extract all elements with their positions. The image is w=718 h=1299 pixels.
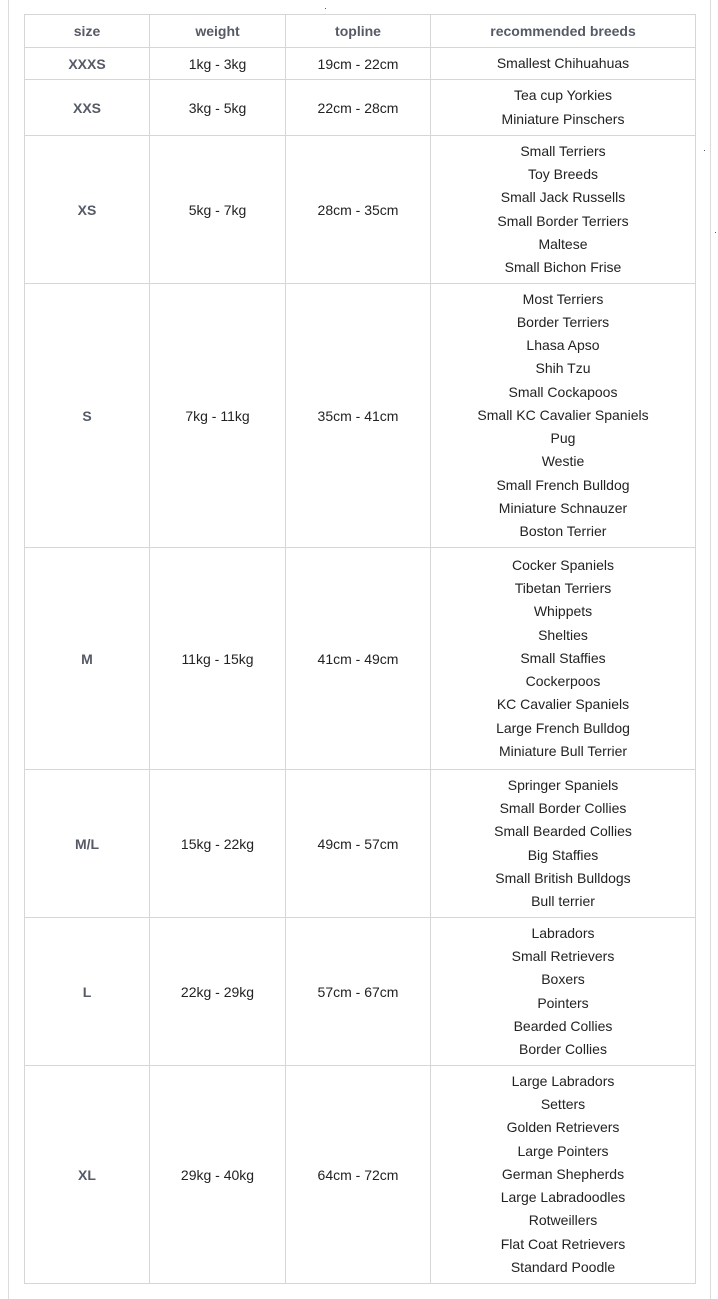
table-bottom-rule	[24, 1283, 695, 1284]
breed-item: Large Labradoodles	[500, 1189, 626, 1206]
weight-cell: 5kg - 7kg	[150, 136, 286, 284]
topline-cell: 19cm - 22cm	[286, 48, 431, 80]
topline-cell: 35cm - 41cm	[286, 284, 431, 548]
breed-item: Border Collies	[519, 1040, 607, 1057]
breed-item: Bearded Collies	[513, 1017, 613, 1034]
weight-cell: 1kg - 3kg	[150, 48, 286, 80]
breeds-cell	[431, 48, 696, 80]
breed-item: Small Terriers	[520, 142, 606, 159]
table-row	[25, 284, 696, 548]
weight-cell: 22kg - 29kg	[150, 918, 286, 1066]
breed-item: Small British Bulldogs	[495, 869, 631, 886]
breed-item: Boxers	[541, 971, 585, 988]
header-weight: weight	[150, 15, 286, 48]
breed-item: Small Bearded Collies	[494, 823, 632, 840]
breed-item: Pointers	[537, 994, 589, 1011]
page-right-border	[710, 0, 711, 1299]
topline-cell: 64cm - 72cm	[286, 1066, 431, 1284]
breed-item: Small Cockapoos	[508, 383, 618, 400]
breed-item: Small KC Cavalier Spaniels	[477, 406, 649, 423]
breed-item: Setters	[540, 1096, 586, 1113]
table-row	[25, 136, 696, 284]
table-row	[25, 770, 696, 918]
breed-item: Most Terriers	[522, 290, 604, 307]
topline-cell: 41cm - 49cm	[286, 548, 431, 770]
breed-item: Small Border Terriers	[497, 212, 629, 229]
breeds-cell	[431, 80, 696, 136]
breed-item: Toy Breeds	[527, 166, 599, 183]
breed-item: Springer Spaniels	[507, 776, 619, 793]
breeds-cell	[431, 136, 696, 284]
breed-item: German Shepherds	[501, 1165, 625, 1182]
breeds-cell	[431, 548, 696, 770]
breed-item: Small Bichon Frise	[504, 258, 622, 275]
breed-item: Miniature Schnauzer	[498, 499, 628, 516]
breed-item: Whippets	[533, 603, 593, 620]
weight-cell: 7kg - 11kg	[150, 284, 286, 548]
topline-cell: 57cm - 67cm	[286, 918, 431, 1066]
weight-cell: 11kg - 15kg	[150, 548, 286, 770]
breed-item: Small Jack Russells	[500, 189, 626, 206]
size-cell: S	[25, 284, 150, 548]
breed-item: Golden Retrievers	[506, 1119, 620, 1136]
breed-item: Tea cup Yorkies	[513, 87, 613, 104]
stray-dot	[704, 150, 705, 151]
size-cell: XXS	[25, 80, 150, 136]
size-cell: L	[25, 918, 150, 1066]
size-cell: XL	[25, 1066, 150, 1284]
breed-item: Labradors	[531, 924, 595, 941]
table-row	[25, 80, 696, 136]
breed-item: Tibetan Terriers	[514, 580, 612, 597]
breed-item: Border Terriers	[516, 314, 610, 331]
breeds-cell	[431, 1066, 696, 1284]
breed-item: Flat Coat Retrievers	[500, 1235, 626, 1252]
breed-item: Small French Bulldog	[496, 476, 630, 493]
breed-item: Shelties	[538, 626, 588, 643]
breed-item: Small Retrievers	[511, 948, 615, 965]
breed-item: Westie	[541, 453, 585, 470]
breed-item: Smallest Chihuahuas	[496, 54, 630, 71]
weight-cell: 15kg - 22kg	[150, 770, 286, 918]
breeds-cell	[431, 284, 696, 548]
topline-cell: 49cm - 57cm	[286, 770, 431, 918]
breeds-cell	[431, 918, 696, 1066]
table-header-row	[25, 15, 696, 48]
breed-item: Cocker Spaniels	[512, 557, 614, 574]
breed-item: Cockerpoos	[525, 673, 601, 690]
weight-cell: 29kg - 40kg	[150, 1066, 286, 1284]
breed-item: Small Staffies	[520, 649, 606, 666]
breed-item: Large Pointers	[517, 1142, 609, 1159]
header-topline: topline	[286, 15, 431, 48]
size-cell: M	[25, 548, 150, 770]
header-recommended-breeds: recommended breeds	[431, 15, 696, 48]
topline-cell: 28cm - 35cm	[286, 136, 431, 284]
table-row	[25, 548, 696, 770]
breed-item: Rotweillers	[528, 1212, 598, 1229]
stray-dot	[715, 232, 716, 233]
size-cell: M/L	[25, 770, 150, 918]
stray-dot	[325, 8, 326, 9]
breed-item: Lhasa Apso	[526, 337, 600, 354]
breed-item: KC Cavalier Spaniels	[496, 696, 630, 713]
table-row	[25, 48, 696, 80]
table-row	[25, 918, 696, 1066]
breed-item: Large French Bulldog	[496, 719, 630, 736]
size-cell: XS	[25, 136, 150, 284]
breed-item: Miniature Pinschers	[501, 110, 625, 127]
breed-item: Maltese	[538, 235, 588, 252]
breed-item: Bull terrier	[531, 892, 595, 909]
breed-item: Big Staffies	[527, 846, 599, 863]
weight-cell: 3kg - 5kg	[150, 80, 286, 136]
table-row	[25, 1066, 696, 1284]
breed-item: Small Border Collies	[499, 800, 627, 817]
breed-item: Standard Poodle	[510, 1258, 616, 1275]
breed-item: Boston Terrier	[519, 522, 607, 539]
breeds-cell	[431, 770, 696, 918]
breed-item: Shih Tzu	[535, 360, 591, 377]
size-chart-table	[24, 14, 696, 1284]
topline-cell: 22cm - 28cm	[286, 80, 431, 136]
header-size: size	[25, 15, 150, 48]
breed-item: Large Labradors	[511, 1073, 615, 1090]
breed-item: Pug	[550, 430, 576, 447]
size-cell: XXXS	[25, 48, 150, 80]
page-left-border	[8, 0, 9, 1299]
breed-item: Miniature Bull Terrier	[498, 742, 628, 759]
